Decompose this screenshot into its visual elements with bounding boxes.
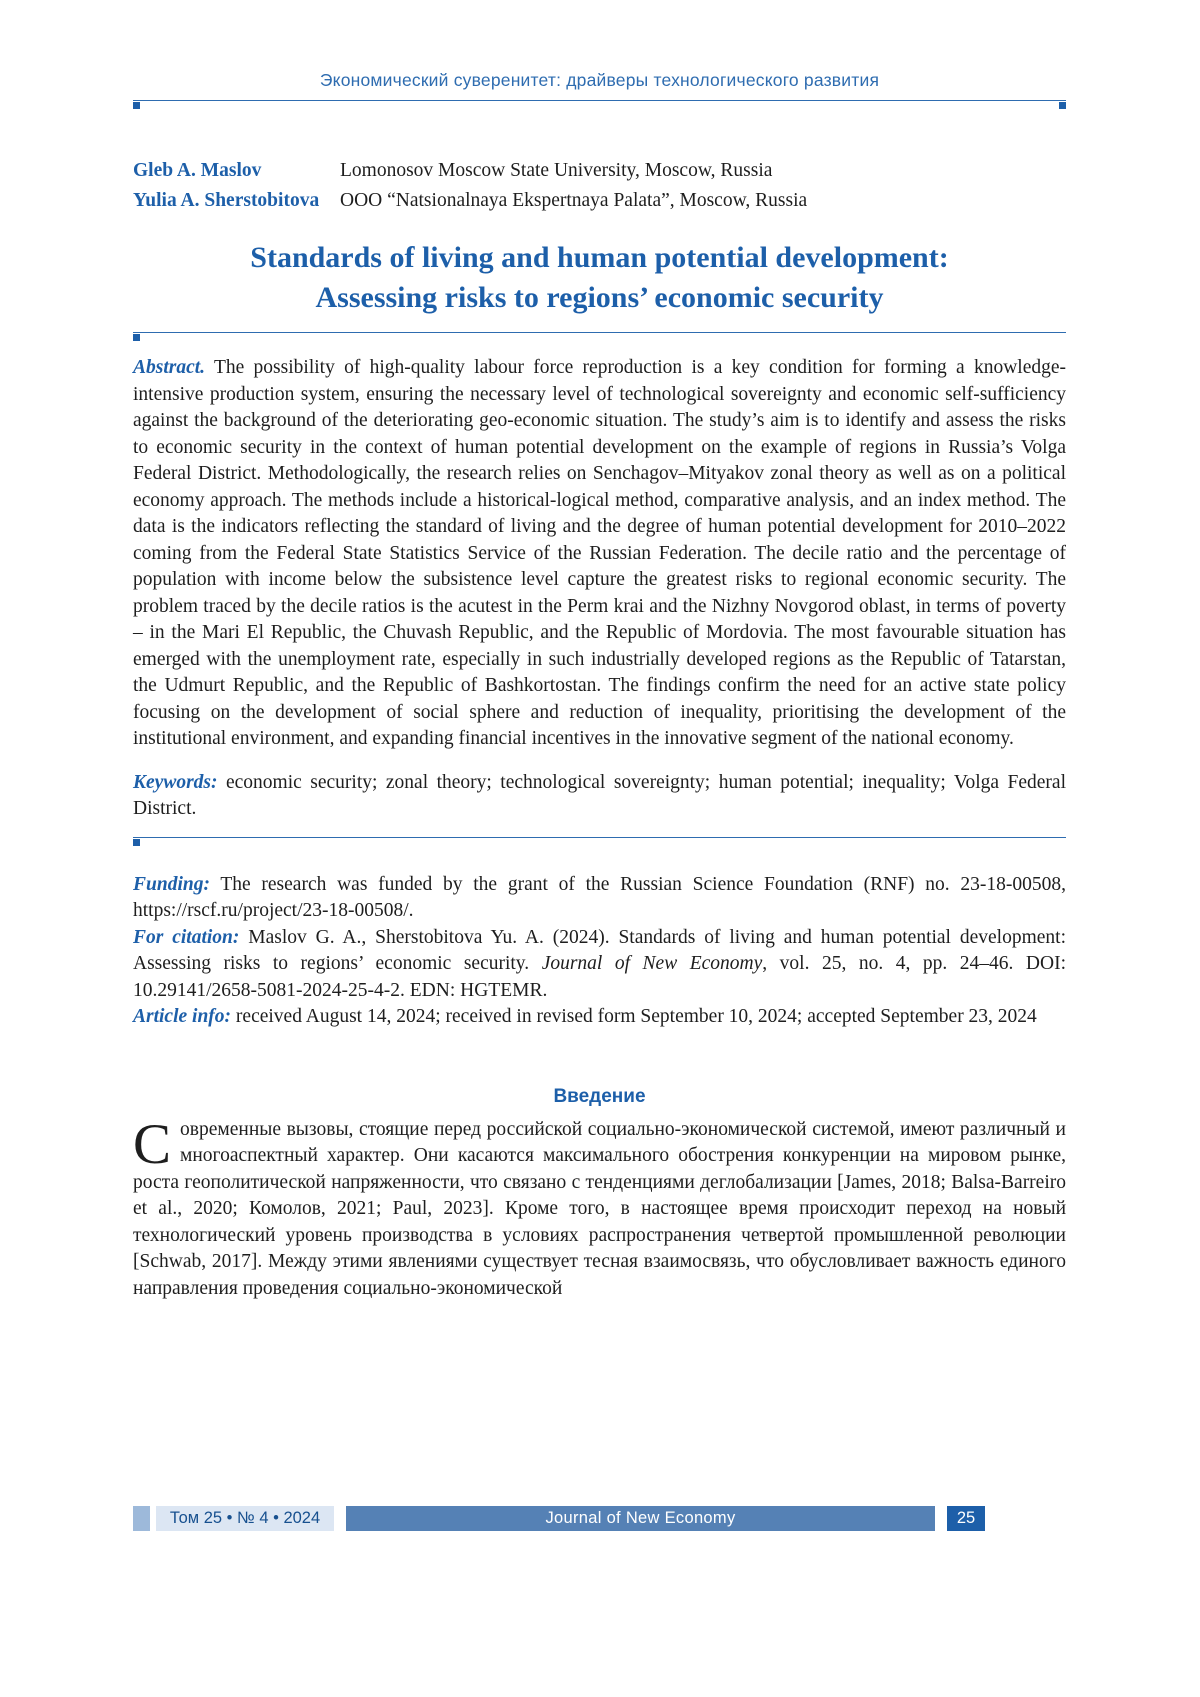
article-meta bbox=[133, 872, 1066, 1031]
article-title-line2: Assessing risks to regions’ economic security bbox=[315, 281, 884, 314]
page-footer bbox=[133, 1506, 985, 1531]
footer-decor-square bbox=[133, 1506, 150, 1531]
title-rule bbox=[133, 332, 1066, 342]
rule-end-square-left bbox=[133, 334, 140, 341]
for-citation bbox=[133, 925, 1066, 1005]
drop-cap: С bbox=[133, 1112, 172, 1176]
citation-text: Maslov G. A., Sherstobitova Yu. A. (2024). Standards of living and human potential development: Assessing risks to regions’ economic security. bbox=[133, 926, 1066, 974]
author-affiliation: OOO “Natsionalnaya Ekspertnaya Palata”, Moscow, Russia bbox=[340, 190, 808, 211]
author-row bbox=[133, 186, 1066, 216]
article-info-label: Article info: bbox=[133, 1006, 232, 1027]
funding-text: The research was funded by the grant of the Russian Science Foundation (RNF) no. 23-18-00508, https://rscf.ru/project/23-18-00508/. bbox=[133, 873, 1066, 921]
keywords-text: economic security; zonal theory; technological sovereignty; human potential; inequality; Volga Federal District. bbox=[133, 771, 1066, 819]
funding bbox=[133, 872, 1066, 925]
abstract bbox=[133, 355, 1066, 753]
rule-end-square-left bbox=[133, 102, 140, 109]
meta-rule bbox=[133, 837, 1066, 847]
article-info-text: received August 14, 2024; received in revised form September 10, 2024; accepted September 23, 2024 bbox=[235, 1006, 1037, 1027]
abstract-text: The possibility of high-quality labour force reproduction is a key condition for forming a knowledge-intensive production system, ensuring the necessary level of technological sovereignty and economic self-sufficiency against the background of the deteriorating geo-economic situation. The study’s aim is to identify and assess the risks to economic security in the context of human potential development on the example of regions in Russia’s Volga Federal District. Methodologically, the research relies on Senchagov–Mityakov zonal theory as well as on a political economy approach. The methods include a historical-logical method, comparative analysis, and an index method. The data is the indicators reflecting the standard of living and the degree of human potential development for 2010–2022 coming from the Federal State Statistics Service of the Russian Federation. The decile ratio and the percentage of population with income below the subsistence level capture the greatest risks to regional economic security. The problem traced by the decile ratios is the acutest in the Perm krai and the Nizhny Novgorod oblast, in terms of poverty – in the Mari El Republic, the Chuvash Republic, and the Republic of Mordovia. The most favourable situation has emerged with the unemployment rate, especially in such industrially developed regions as the Republic of Tatarstan, the Udmurt Republic, and the Republic of Bashkortostan. The findings confirm the need for an active state policy focusing on the development of social sphere and reduction of inequality, prioritising the development of the institutional environment, and expanding financial incentives in the innovative segment of the national economy. bbox=[133, 357, 1067, 749]
article-title-line1: Standards of living and human potential development: bbox=[250, 241, 949, 274]
intro-text: овременные вызовы, стоящие перед российской социально-экономической системой, имеют различный и многоаспектный характер. Они касаются максимального обострения конкуренции на мировом рынке, роста геополитической напряженности, что связано с тенденциями деглобализации [James, 2018; Balsa-Barreiro et al., 2020; Комолов, 2021; Paul, 2023]. Кроме того, в настоящее время происходит переход на новый технологический уровень производства в условиях распространения четвертой промышленной революции [Schwab, 2017]. Между этими явлениями существует тесная взаимосвязь, что обусловливает важность единого направления проведения социально-экономической bbox=[133, 1118, 1067, 1299]
abstract-label: Abstract. bbox=[133, 357, 206, 378]
keywords bbox=[133, 770, 1066, 823]
running-head-title: Экономический суверенитет: драйверы технологического развития bbox=[319, 70, 880, 90]
article-info bbox=[133, 1004, 1066, 1031]
funding-label: Funding: bbox=[133, 873, 210, 895]
authors-block bbox=[133, 156, 1066, 216]
page-content bbox=[133, 0, 1066, 1302]
running-head bbox=[133, 0, 1066, 110]
footer-page-number: 25 bbox=[947, 1506, 985, 1531]
author-name: Yulia A. Sherstobitova bbox=[133, 190, 320, 211]
rule-end-square-left bbox=[133, 839, 140, 846]
article-title bbox=[133, 238, 1066, 318]
footer-volume-label: Том 25 • № 4 • 2024 bbox=[156, 1506, 334, 1531]
footer-journal-name: Journal of New Economy bbox=[346, 1506, 935, 1531]
running-head-rule bbox=[133, 100, 1066, 110]
keywords-label: Keywords: bbox=[133, 771, 218, 793]
author-name: Gleb A. Maslov bbox=[133, 160, 262, 181]
author-affiliation: Lomonosov Moscow State University, Moscow, Russia bbox=[340, 160, 773, 181]
intro-paragraph bbox=[133, 1112, 1067, 1303]
author-row bbox=[133, 156, 1066, 186]
rule-end-square-right bbox=[1059, 102, 1066, 109]
citation-text-2: , vol. 25, no. 4, pp. 24–46. DOI: 10.29141/2658-5081-2024-25-4-2. EDN: HGTEMR. bbox=[133, 953, 1066, 1001]
citation-journal-name: Journal of New Economy bbox=[541, 953, 763, 974]
citation-label: For citation: bbox=[133, 926, 240, 948]
section-heading-introduction: Введение bbox=[553, 1085, 646, 1107]
